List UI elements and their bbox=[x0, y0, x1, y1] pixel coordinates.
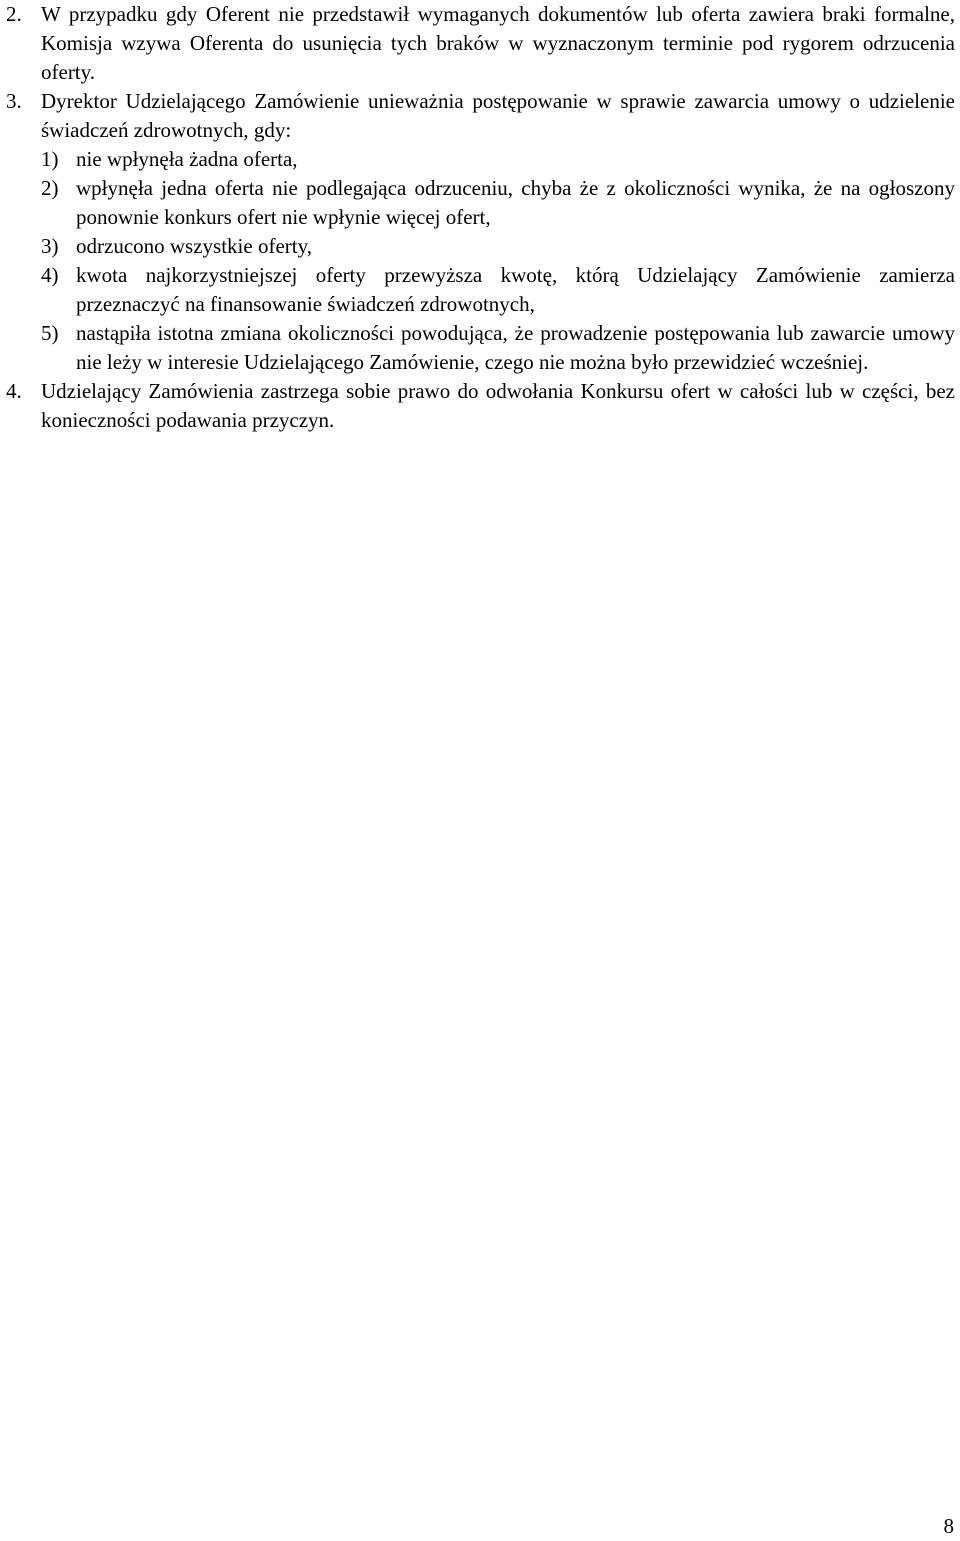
sub-item-text: nastąpiła istotna zmiana okoliczności powodująca, że prowadzenie postępowania lub zawarcie umowy nie leży w interesie Udzielającego Zamówienie, czego nie można było przewidzieć wcześniej. bbox=[76, 321, 955, 374]
sub-item-text: odrzucono wszystkie oferty, bbox=[76, 234, 312, 258]
list-item-number: 2. bbox=[6, 2, 22, 26]
list-item-text: W przypadku gdy Oferent nie przedstawił wymaganych dokumentów lub oferta zawiera braki formalne, Komisja wzywa Oferenta do usunięcia tych braków w wyznaczonym terminie pod rygorem odrzucenia oferty. bbox=[41, 2, 955, 84]
list-item-2 bbox=[0, 0, 955, 87]
list-item-number: 3. bbox=[6, 89, 22, 113]
sub-item-5 bbox=[0, 319, 955, 377]
sub-item-1 bbox=[0, 145, 955, 174]
sub-item-number: 3) bbox=[41, 234, 59, 258]
list-item-3 bbox=[0, 87, 955, 145]
document-body bbox=[0, 0, 955, 435]
sub-item-4 bbox=[0, 261, 955, 319]
sub-item-text: wpłynęła jedna oferta nie podlegająca odrzuceniu, chyba że z okoliczności wynika, że na ogłoszony ponownie konkurs ofert nie wpłynie więcej ofert, bbox=[76, 176, 955, 229]
sub-item-number: 5) bbox=[41, 321, 59, 345]
sub-item-text: kwota najkorzystniejszej oferty przewyższa kwotę, którą Udzielający Zamówienie zamierza przeznaczyć na finansowanie świadczeń zdrowotnych, bbox=[76, 263, 955, 316]
sub-item-3 bbox=[0, 232, 955, 261]
sub-item-number: 1) bbox=[41, 147, 59, 171]
sub-item-number: 2) bbox=[41, 176, 59, 200]
page-number: 8 bbox=[943, 1514, 954, 1538]
sub-item-2 bbox=[0, 174, 955, 232]
sub-item-text: nie wpłynęła żadna oferta, bbox=[76, 147, 298, 171]
list-item-text: Dyrektor Udzielającego Zamówienie unieważnia postępowanie w sprawie zawarcia umowy o udzielenie świadczeń zdrowotnych, gdy: bbox=[41, 89, 955, 142]
list-item-number: 4. bbox=[6, 379, 22, 403]
sub-item-number: 4) bbox=[41, 263, 59, 287]
list-item-4 bbox=[0, 377, 955, 435]
list-item-text: Udzielający Zamówienia zastrzega sobie prawo do odwołania Konkursu ofert w całości lub w części, bez konieczności podawania przyczyn. bbox=[41, 379, 955, 432]
